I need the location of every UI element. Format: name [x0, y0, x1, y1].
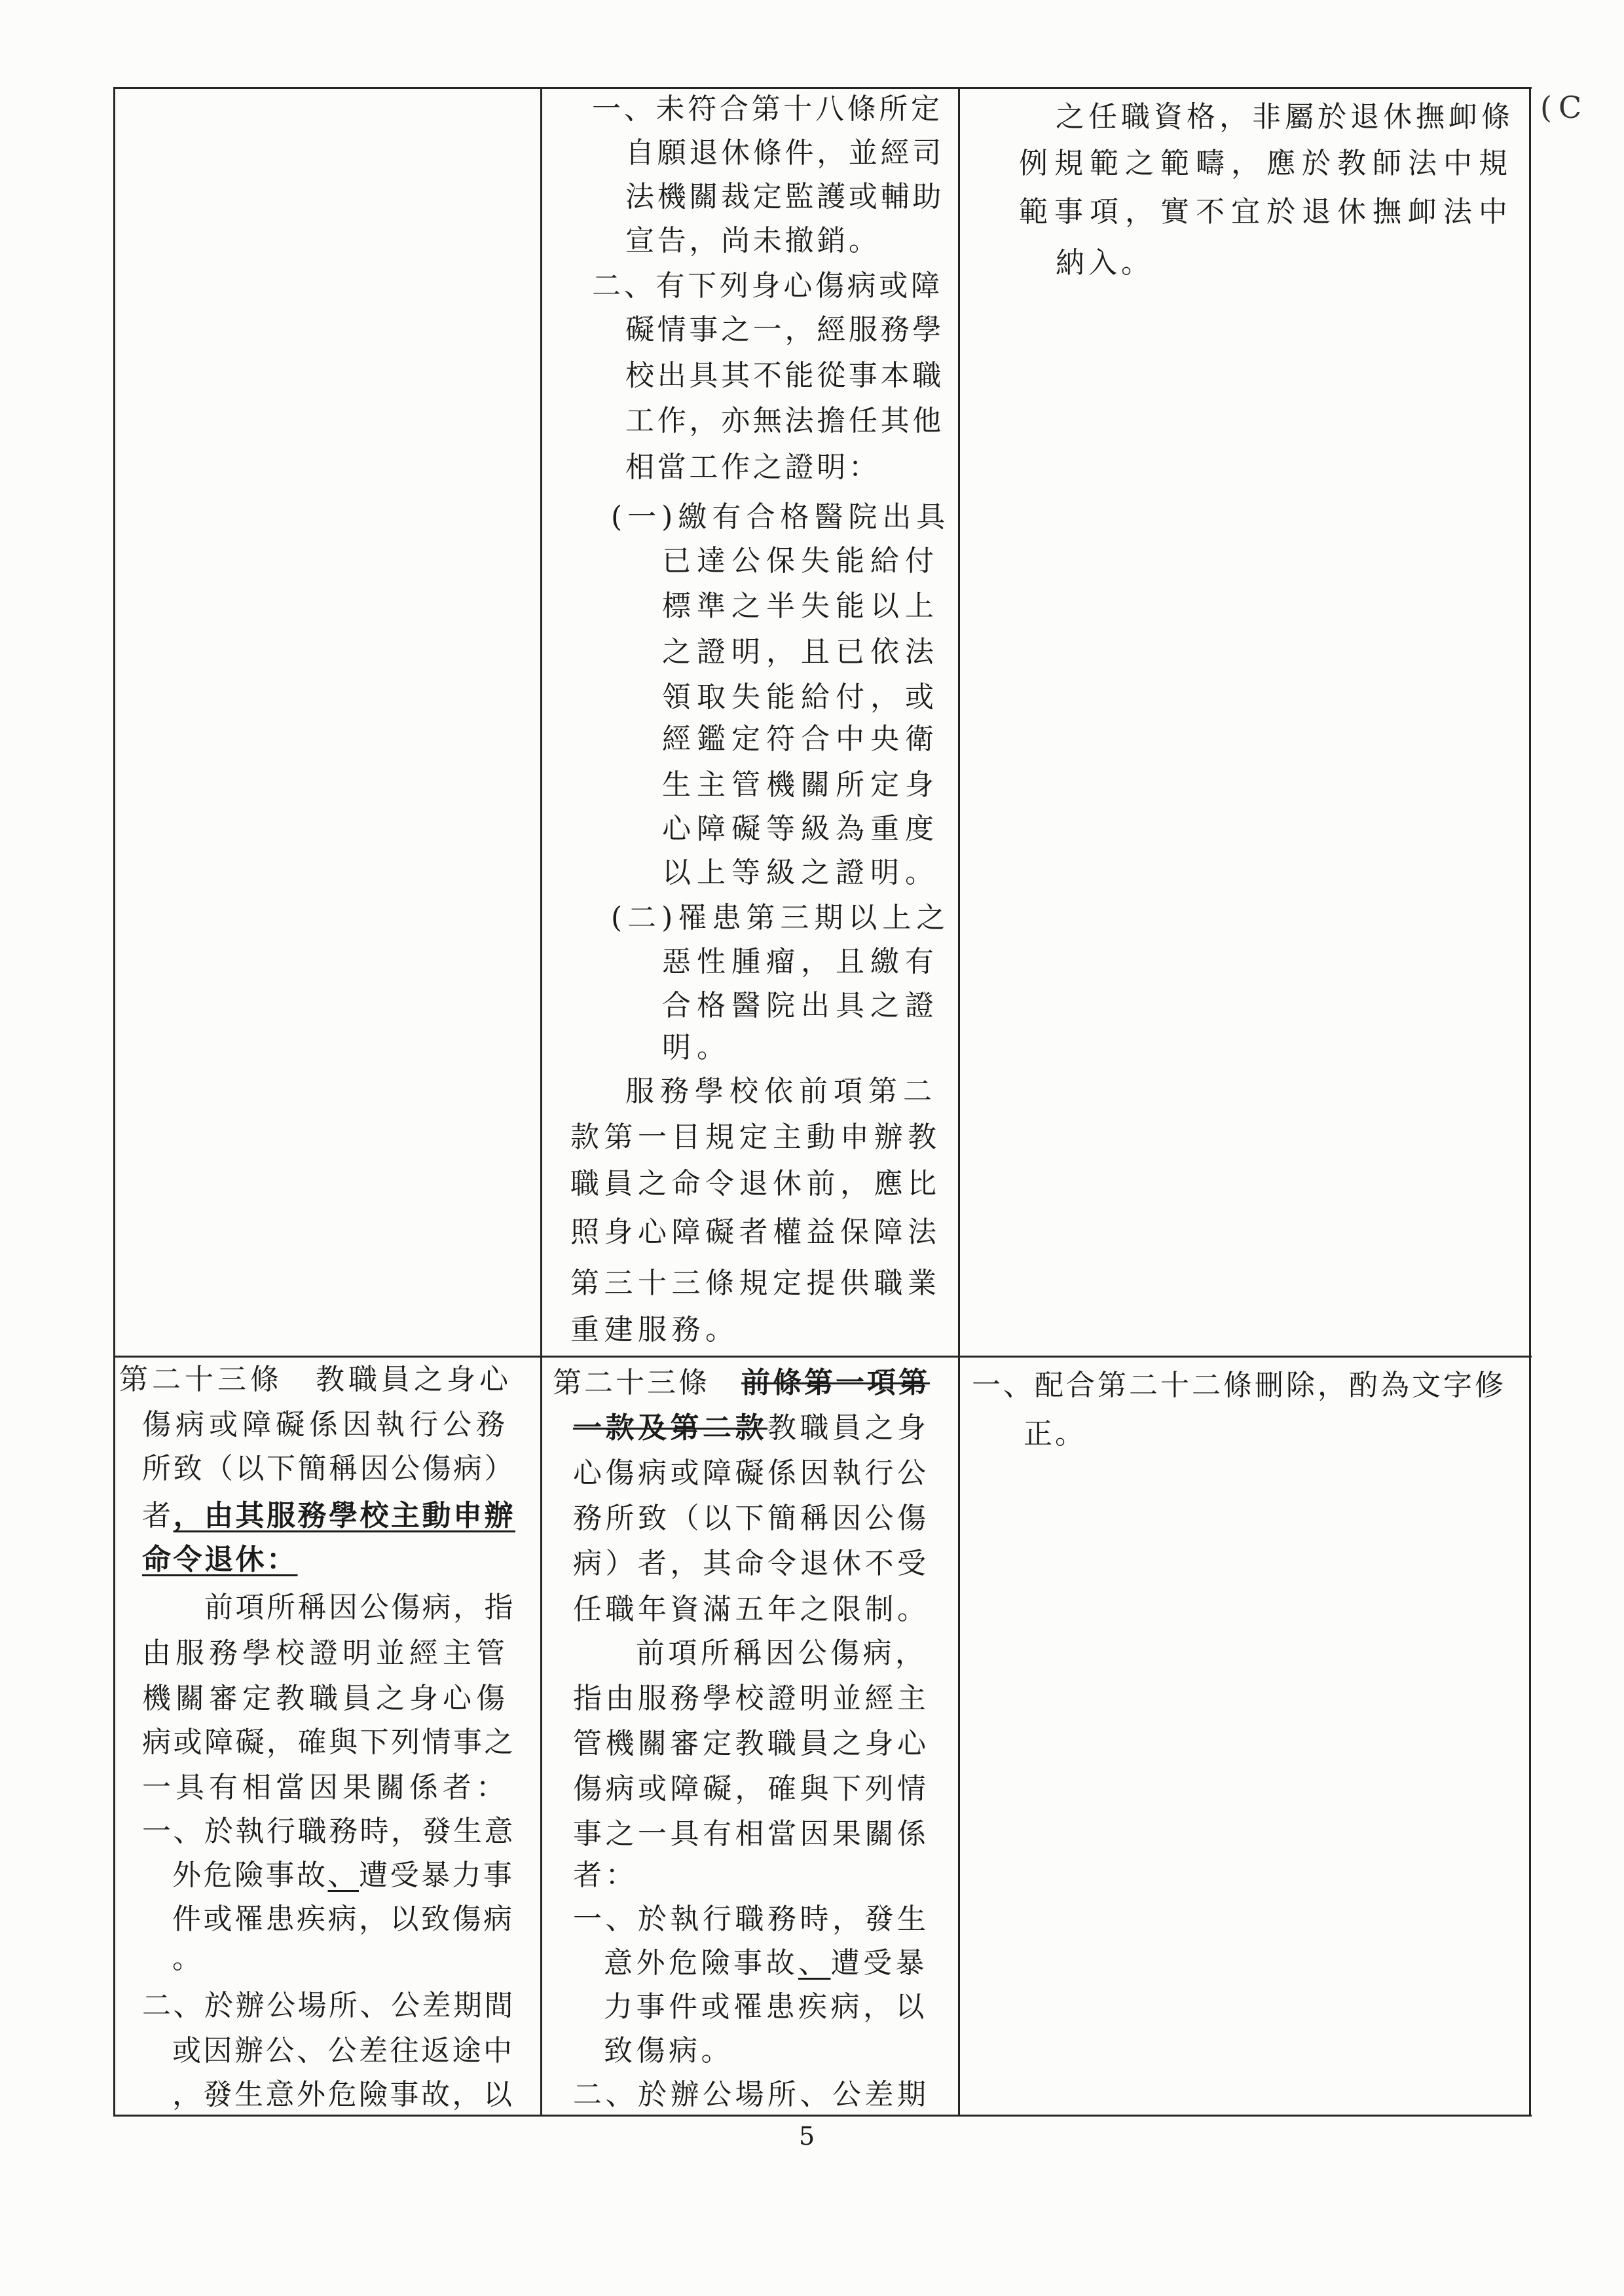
text-segment: 第二十三條 — [553, 1366, 741, 1399]
table-cell-line: 範事項，實不宜於退休撫卹法中 — [1019, 195, 1514, 229]
table-cell-line: 重建服務。 — [570, 1313, 739, 1346]
table-cell-line: 前項所稱因公傷病，指 — [204, 1591, 515, 1624]
table-cell-line: 正。 — [1024, 1417, 1086, 1451]
table-right-border — [1529, 87, 1531, 2117]
table-cell-line: 標準之半失能以上 — [662, 589, 940, 623]
table-cell-line: 二、有下列身心傷病或障 — [592, 269, 943, 303]
table-cell-line: 一具有相當因果關係者： — [142, 1771, 509, 1804]
table-cell-line: (二)罹患第三期以上之 — [611, 901, 951, 935]
table-cell-line — [604, 1946, 928, 1980]
table-cell-line: 經鑑定符合中央衛 — [662, 722, 940, 756]
table-cell-line: 力事件或罹患疾病，以 — [604, 1990, 928, 2024]
page-number: 5 — [799, 2122, 815, 2151]
table-cell-line: 納入。 — [1056, 246, 1154, 280]
table-left-border — [113, 87, 115, 2117]
column-divider-1 — [540, 87, 542, 2117]
column-divider-2 — [958, 87, 960, 2117]
table-cell-line: 生主管機關所定身 — [662, 768, 940, 802]
table-cell-line: 一、配合第二十二條刪除，酌為文字修 — [972, 1369, 1506, 1402]
table-cell-line: 工作，亦無法擔任其他 — [625, 404, 944, 437]
table-cell-line: 事之一具有相當因果關係 — [573, 1817, 930, 1851]
table-cell-line: 者： — [573, 1859, 638, 1892]
table-cell-line: 致傷病。 — [604, 2034, 733, 2067]
article-heading-line: 第二十三條 教職員之身心 — [119, 1363, 512, 1396]
table-cell-line: 第三十三條規定提供職業 — [570, 1267, 942, 1300]
table-cell-line: 機關審定教職員之身心傷 — [142, 1682, 509, 1715]
table-cell-line: 務所致（以下簡稱因公傷 — [573, 1502, 930, 1535]
text-segment: 遭受暴 — [830, 1946, 928, 1980]
table-cell-line: (一)繳有合格醫院出具 — [611, 500, 951, 534]
table-cell-line: 病或障礙，確與下列情事之 — [142, 1726, 515, 1759]
table-cell-line: 校出具其不能從事本職 — [625, 359, 944, 392]
table-cell-line: 病）者，其命令退休不受 — [573, 1547, 930, 1580]
table-cell-line: 領取失能給付，或 — [662, 680, 940, 714]
table-cell-line: 前項所稱因公傷病， — [636, 1637, 928, 1670]
table-cell-line: 以上等級之證明。 — [662, 856, 940, 889]
table-top-border — [113, 87, 1532, 89]
table-cell-line: 任職年資滿五年之限制。 — [573, 1593, 930, 1626]
table-cell-line: 二、於辦公場所、公差期 — [573, 2078, 930, 2111]
table-row-divider — [113, 1356, 1532, 1358]
underlined-amendment-text: 、 — [327, 1859, 359, 1892]
struck-through-text: 前條第一項第 — [741, 1366, 930, 1399]
table-cell-line: 一、於執行職務時，發生意 — [142, 1815, 515, 1848]
table-cell-line: 自願退休條件，並經司 — [625, 136, 944, 170]
table-cell-line — [573, 1411, 930, 1445]
table-cell-line: 一、未符合第十八條所定 — [592, 92, 943, 126]
text-segment: 教職員之身 — [767, 1411, 930, 1445]
table-cell-line: 礙情事之一，經服務學 — [625, 313, 944, 346]
table-cell-line: 所致（以下簡稱因公傷病） — [142, 1452, 515, 1485]
table-cell-line — [172, 1859, 515, 1893]
table-cell-line: 之證明，且已依法 — [662, 635, 940, 669]
table-cell-line: 明。 — [662, 1031, 731, 1064]
table-cell-line: 心障礙等級為重度 — [662, 812, 940, 845]
table-cell-line: 合格醫院出具之證 — [662, 989, 940, 1022]
table-cell-line: 二、於辦公場所、公差期間 — [142, 1989, 515, 2022]
table-cell-line — [142, 1499, 515, 1533]
table-cell-line: 件或罹患疾病，以致傷病 — [172, 1902, 515, 1936]
table-cell-line: 職員之命令退休前，應比 — [570, 1167, 942, 1200]
underlined-amendment-text: 、 — [798, 1946, 831, 1980]
table-cell-line: 之任職資格，非屬於退休撫卹條 — [1056, 100, 1514, 134]
table-cell-line: 惡性腫瘤，且繳有 — [662, 945, 940, 978]
table-cell-line: 管機關審定教職員之身心 — [573, 1727, 930, 1760]
table-cell-line: 款第一目規定主動申辦教 — [570, 1120, 942, 1154]
table-cell-line: 例規範之範疇，應於教師法中規 — [1019, 147, 1514, 180]
table-cell-line: 宣告，尚未撤銷。 — [625, 224, 881, 257]
table-cell-line: 已達公保失能給付 — [662, 544, 940, 578]
text-segment: 意外危險事故 — [604, 1946, 798, 1980]
table-cell-line: 。 — [172, 1942, 204, 1975]
table-cell-line: 一、於執行職務時，發生 — [573, 1902, 930, 1936]
text-segment: 外危險事故 — [172, 1859, 328, 1892]
article-heading-line — [553, 1366, 930, 1400]
struck-through-text: 一款及第二款 — [573, 1411, 767, 1445]
table-cell-line: 法機關裁定監護或輔助 — [625, 180, 944, 213]
table-cell-line: 照身心障礙者權益保障法 — [570, 1215, 942, 1249]
margin-mark: (C — [1540, 90, 1589, 125]
table-cell-line: 服務學校依前項第二 — [625, 1075, 938, 1108]
table-cell-line: 心傷病或障礙係因執行公 — [573, 1456, 930, 1490]
table-cell-line: 傷病或障礙，確與下列情 — [573, 1772, 930, 1805]
table-cell-line: 指由服務學校證明並經主 — [573, 1682, 930, 1715]
table-cell-line: 傷病或障礙係因執行公務 — [142, 1408, 509, 1441]
table-bottom-border — [113, 2115, 1532, 2117]
table-cell-line: ，發生意外危險事故，以 — [172, 2078, 515, 2111]
underlined-amendment-text: ，由其服務學校主動申辦 — [173, 1499, 515, 1532]
text-segment: 遭受暴力事 — [359, 1859, 515, 1892]
table-cell-line: 或因辦公、公差往返途中 — [172, 2034, 515, 2067]
text-segment: 者 — [142, 1499, 174, 1532]
table-cell-line: 相當工作之證明： — [625, 451, 881, 484]
table-cell-line: 由服務學校證明並經主管 — [142, 1637, 509, 1670]
underlined-amendment-text: 命令退休： — [142, 1543, 298, 1576]
